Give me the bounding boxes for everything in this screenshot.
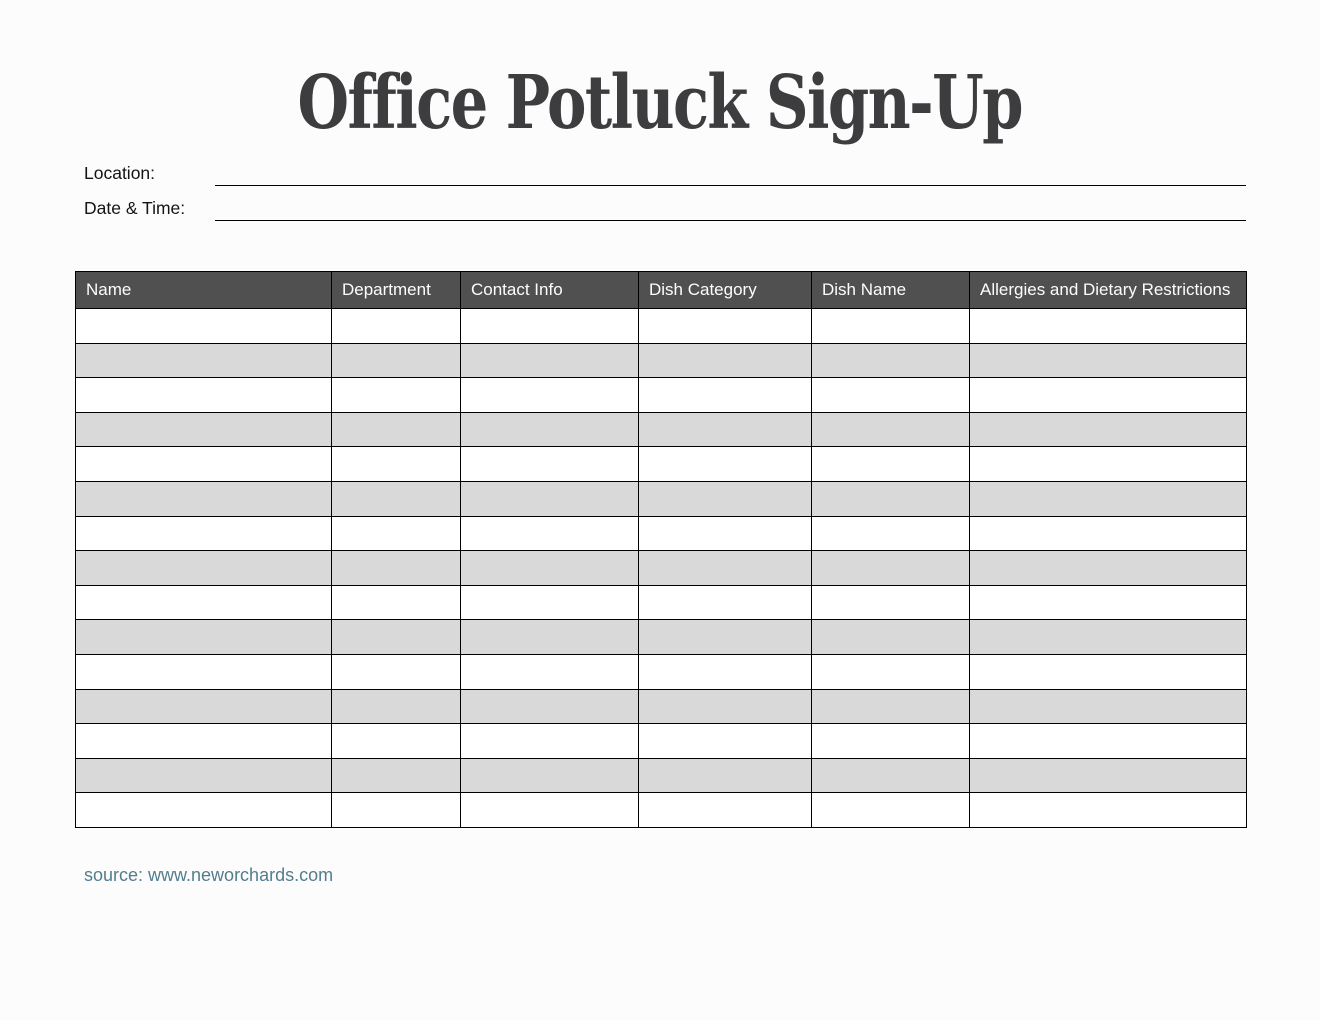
column-header-allergies-and-dietary-restrictions: Allergies and Dietary Restrictions (970, 272, 1247, 309)
table-row (76, 620, 1247, 655)
table-cell[interactable] (639, 343, 812, 378)
table-cell[interactable] (332, 343, 461, 378)
table-row (76, 516, 1247, 551)
column-header-dish-name: Dish Name (812, 272, 970, 309)
column-header-dish-category: Dish Category (639, 272, 812, 309)
date-time-label: Date & Time: (84, 198, 186, 218)
table-cell[interactable] (639, 620, 812, 655)
table-row (76, 378, 1247, 413)
table-cell[interactable] (76, 378, 332, 413)
location-label: Location: (84, 163, 156, 183)
table-cell[interactable] (970, 412, 1247, 447)
date-time-input-line[interactable] (215, 220, 1246, 221)
table-cell[interactable] (461, 447, 639, 482)
table-cell[interactable] (812, 481, 970, 516)
table-cell[interactable] (332, 481, 461, 516)
table-row (76, 724, 1247, 759)
table-cell[interactable] (76, 551, 332, 586)
table-row (76, 654, 1247, 689)
table-cell[interactable] (970, 343, 1247, 378)
table-cell[interactable] (970, 724, 1247, 759)
table-cell[interactable] (639, 412, 812, 447)
table-cell[interactable] (639, 447, 812, 482)
table-cell[interactable] (639, 689, 812, 724)
table-cell[interactable] (970, 654, 1247, 689)
table-cell[interactable] (461, 516, 639, 551)
table-cell[interactable] (461, 585, 639, 620)
table-cell[interactable] (639, 378, 812, 413)
table-cell[interactable] (332, 793, 461, 828)
table-cell[interactable] (461, 309, 639, 344)
table-cell[interactable] (970, 620, 1247, 655)
table-cell[interactable] (639, 793, 812, 828)
table-cell[interactable] (461, 758, 639, 793)
table-cell[interactable] (76, 620, 332, 655)
table-row (76, 793, 1247, 828)
table-cell[interactable] (812, 447, 970, 482)
table-cell[interactable] (332, 309, 461, 344)
table-cell[interactable] (461, 412, 639, 447)
table-cell[interactable] (970, 481, 1247, 516)
table-row (76, 343, 1247, 378)
table-header-row (76, 272, 1247, 309)
column-header-name: Name (76, 272, 332, 309)
table-cell[interactable] (76, 585, 332, 620)
table-cell[interactable] (461, 793, 639, 828)
table-cell[interactable] (970, 378, 1247, 413)
table-cell[interactable] (332, 412, 461, 447)
table-cell[interactable] (970, 585, 1247, 620)
table-row (76, 309, 1247, 344)
table-cell[interactable] (812, 378, 970, 413)
table-cell[interactable] (812, 585, 970, 620)
table-cell[interactable] (639, 724, 812, 759)
table-cell[interactable] (76, 447, 332, 482)
table-cell[interactable] (639, 758, 812, 793)
signup-table (75, 271, 1247, 828)
table-cell[interactable] (639, 481, 812, 516)
table-cell[interactable] (461, 551, 639, 586)
table-cell[interactable] (332, 620, 461, 655)
table-row (76, 447, 1247, 482)
table-cell[interactable] (332, 689, 461, 724)
table-row (76, 758, 1247, 793)
table-cell[interactable] (76, 516, 332, 551)
location-input-line[interactable] (215, 185, 1246, 186)
table-row (76, 689, 1247, 724)
table-cell[interactable] (639, 551, 812, 586)
table-cell[interactable] (812, 343, 970, 378)
page-title (0, 60, 1320, 146)
table-cell[interactable] (461, 378, 639, 413)
page-title-text: Office Potluck Sign-Up (297, 60, 1023, 146)
table-row (76, 481, 1247, 516)
table-cell[interactable] (76, 689, 332, 724)
table-cell[interactable] (812, 412, 970, 447)
table-cell[interactable] (970, 689, 1247, 724)
table-cell[interactable] (812, 516, 970, 551)
table-cell[interactable] (332, 585, 461, 620)
table-cell[interactable] (970, 758, 1247, 793)
table-row (76, 585, 1247, 620)
table-cell[interactable] (461, 481, 639, 516)
column-header-contact-info: Contact Info (461, 272, 639, 309)
table-cell[interactable] (332, 654, 461, 689)
table-cell[interactable] (639, 585, 812, 620)
table-cell[interactable] (812, 620, 970, 655)
table-cell[interactable] (812, 654, 970, 689)
source-link[interactable]: source: www.neworchards.com (84, 865, 334, 885)
table-cell[interactable] (639, 654, 812, 689)
table-cell[interactable] (639, 309, 812, 344)
table-cell[interactable] (812, 309, 970, 344)
table-cell[interactable] (76, 309, 332, 344)
table-cell[interactable] (461, 724, 639, 759)
table-cell[interactable] (970, 793, 1247, 828)
table-cell[interactable] (461, 689, 639, 724)
table-cell[interactable] (332, 447, 461, 482)
table-cell[interactable] (639, 516, 812, 551)
table-cell[interactable] (812, 758, 970, 793)
table-cell[interactable] (970, 309, 1247, 344)
table-cell[interactable] (332, 551, 461, 586)
table-cell[interactable] (332, 724, 461, 759)
table-cell[interactable] (970, 551, 1247, 586)
table-cell[interactable] (812, 724, 970, 759)
table-cell[interactable] (76, 412, 332, 447)
table-cell[interactable] (970, 447, 1247, 482)
column-header-department: Department (332, 272, 461, 309)
table-cell[interactable] (461, 343, 639, 378)
table-cell[interactable] (812, 551, 970, 586)
table-cell[interactable] (461, 620, 639, 655)
table-row (76, 551, 1247, 586)
table-cell[interactable] (332, 758, 461, 793)
table-cell[interactable] (332, 516, 461, 551)
table-cell[interactable] (76, 793, 332, 828)
table-cell[interactable] (812, 689, 970, 724)
table-cell[interactable] (76, 343, 332, 378)
table-cell[interactable] (970, 516, 1247, 551)
table-row (76, 412, 1247, 447)
table-cell[interactable] (76, 724, 332, 759)
table-cell[interactable] (76, 654, 332, 689)
table-cell[interactable] (461, 654, 639, 689)
table-cell[interactable] (76, 481, 332, 516)
table-cell[interactable] (332, 378, 461, 413)
table-cell[interactable] (812, 793, 970, 828)
table-cell[interactable] (76, 758, 332, 793)
